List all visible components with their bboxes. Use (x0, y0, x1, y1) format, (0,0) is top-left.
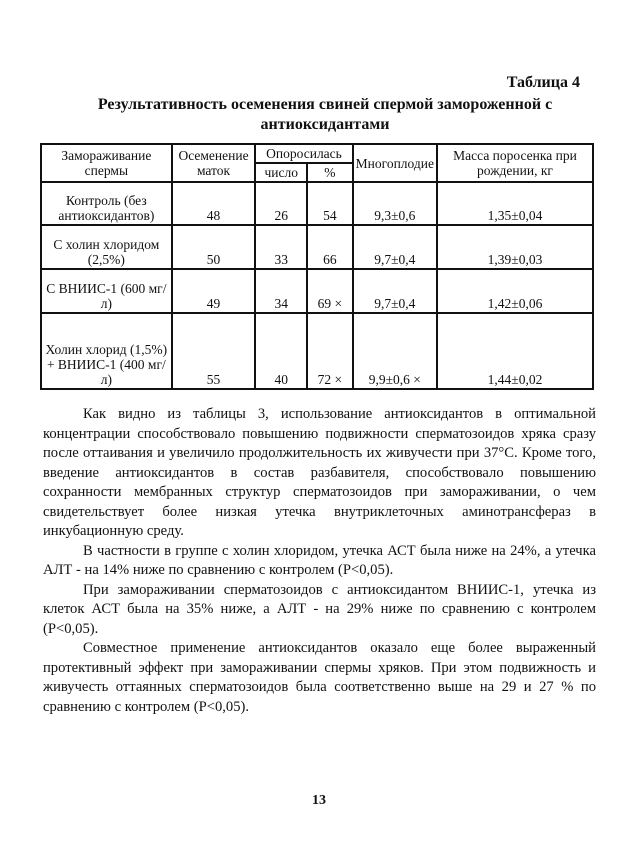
page-number: 13 (312, 793, 326, 808)
row-mass: 1,35±0,04 (437, 182, 593, 225)
row-percent: 66 (307, 225, 353, 269)
row-percent: 54 (307, 182, 353, 225)
paragraph: При замораживании сперматозоидов с антиоксидантом ВНИИС-1, утечка из клеток АСТ была на 35% ниже, а АЛТ - на 29% ниже по сравнению с контролем (Р<0,05). (43, 581, 596, 637)
paragraph: Как видно из таблицы 3, использование антиоксидантов в оптимальной концентрации способствовало повышению подвижности сперматозоидов хряка сразу после оттаивания и увеличило продолжительность их живучести при 37°С. Кроме того, введение антиоксидантов в состав разбавителя, способствовало повышению сохранности мембранных структур сперматозоидов при замораживании, о чем свидетельствует более низкая утечка внутриклеточных аминотрансфераз в инкубационную среду. (43, 406, 596, 539)
header-percent: % (307, 163, 353, 182)
paragraph: В частности в группе с холин хлоридом, утечка АСТ была ниже на 24%, а утечка АЛТ - на 14% ниже по сравнению с контролем (Р<0,05). (43, 542, 596, 578)
row-inseminated: 49 (172, 269, 256, 313)
row-prolificacy: 9,7±0,4 (353, 225, 437, 269)
header-inseminated: Осеменение маток (172, 144, 256, 182)
row-group-name: Холин хлорид (1,5%) + ВНИИС-1 (400 мг/л) (41, 313, 172, 389)
row-prolificacy: 9,7±0,4 (353, 269, 437, 313)
row-mass: 1,42±0,06 (437, 269, 593, 313)
header-farrowed: Опоросилась (255, 144, 352, 163)
table-row (41, 313, 593, 389)
results-table (40, 143, 594, 390)
row-percent: 69 × (307, 269, 353, 313)
row-mass: 1,44±0,02 (437, 313, 593, 389)
row-inseminated: 50 (172, 225, 256, 269)
table-row (41, 225, 593, 269)
table-number: Таблица 4 (506, 74, 580, 91)
row-count: 40 (255, 313, 307, 389)
header-piglet-mass: Масса поросенка при рождении, кг (437, 144, 593, 182)
row-inseminated: 48 (172, 182, 256, 225)
row-group-name: Контроль (без антиоксидантов) (41, 182, 172, 225)
row-mass: 1,39±0,03 (437, 225, 593, 269)
row-prolificacy: 9,3±0,6 (353, 182, 437, 225)
row-percent: 72 × (307, 313, 353, 389)
row-inseminated: 55 (172, 313, 256, 389)
row-count: 26 (255, 182, 307, 225)
row-prolificacy: 9,9±0,6 × (353, 313, 437, 389)
table-row (41, 269, 593, 313)
row-group-name: С ВНИИС-1 (600 мг/л) (41, 269, 172, 313)
table-row (41, 182, 593, 225)
header-count: число (255, 163, 307, 182)
table-header-row (41, 144, 593, 163)
header-freezing: Замораживание спермы (41, 144, 172, 182)
header-prolificacy: Многоплодие (353, 144, 437, 182)
body-text (43, 405, 596, 717)
paragraph: Совместное применение антиоксидантов оказало еще более выраженный протективный эффект при замораживании спермы хряков. При этом подвижность и живучесть оттаянных сперматозоидов была соответственно выше на 29 и 27 % по сравнению с контролем (Р<0,05). (43, 640, 596, 715)
row-count: 34 (255, 269, 307, 313)
row-group-name: С холин хлоридом (2,5%) (41, 225, 172, 269)
row-count: 33 (255, 225, 307, 269)
table-title: Результативность осеменения свиней спермой замороженной с антиоксидантами (97, 96, 553, 133)
